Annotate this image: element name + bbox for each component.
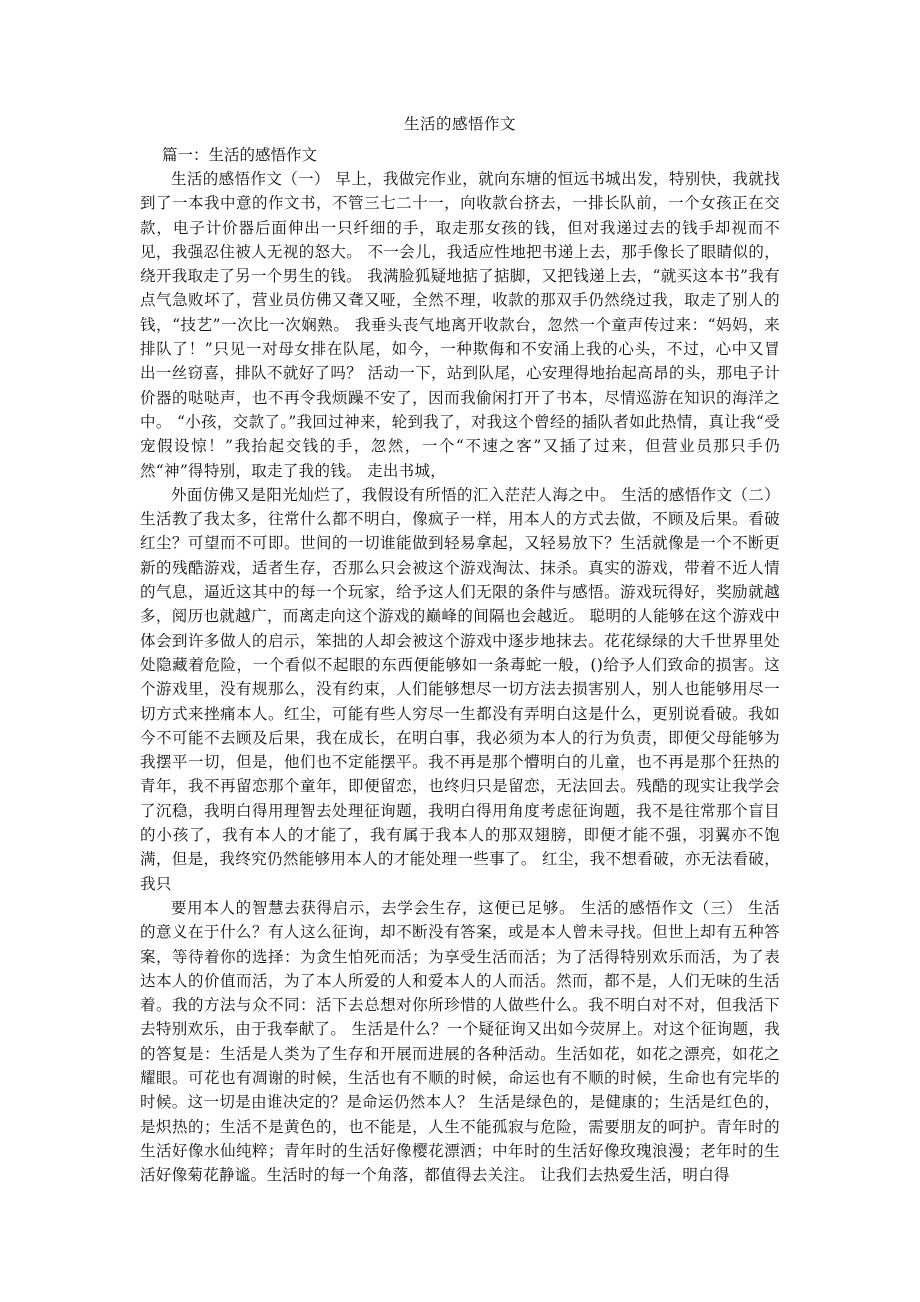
paragraph-2: 外面仿佛又是阳光灿烂了，我假设有所悟的汇入茫茫人海之中。 生活的感悟作文（二） 生活教了我太多，往常什么都不明白，像疯子一样，用本人的方式去做，不顾及后果。看破红尘？可望而不可即。世间的一切谁能做到轻易拿起，又轻易放下？生活就像是一个不断更新的残酷游戏，适者生存，否那么只会被这个游戏淘汰、抹杀。真实的游戏，带着不近人情的气息，逼近这其中的每一个玩家，给予这人们无限的条件与感悟。游戏玩得好，奖励就越多，阅历也就越广，而离走向这个游戏的巅峰的间隔也会越近。 聪明的人能够在这个游戏中体会到许多做人的启示，笨拙的人却会被这个游戏中逐步地抹去。花花绿绿的大千世界里处处隐藏着危险，一个看似不起眼的东西便能够如一条毒蛇一般，()给予人们致命的损害。这个游戏里，没有规那么，没有约束，人们能够想尽一切方法去损害别人，别人也能够用尽一切方式来挫痛本人。红尘，可能有些人穷尽一生都没有弄明白这是什么，更别说看破。我如今不可能不去顾及后果，我在成长，在明白事，我必须为本人的行为负责，即便父母能够为我摆平一切，但是，他们也不定能摆平。我不再是那个懵明白的儿童，也不再是那个狂热的青年，我不再留恋那个童年，即便留恋，也终归只是留恋，无法回去。残酷的现实让我学会了沉稳，我明白得用理智去处理征询题，我明白得用角度考虑征询题，我不是往常那个盲目的小孩了，我有本人的才能了，我有属于我本人的那双翅膀，即便才能不强，羽翼亦不饱满，但是，我终究仍然能够用本人的才能处理一些事了。 红尘，我不想看破，亦无法看破，我只 — [140, 485, 780, 893]
paragraph-3: 要用本人的智慧去获得启示，去学会生存，这便已足够。 生活的感悟作文（三） 生活的意义在于什么？有人这么征询，却不断没有答案，或是本人曾未寻找。但世上却有五种答案，等待着你的选择：为贪生怕死而活；为享受生活而活；为了活得特别欢乐而活，为了表达本人的价值而活，为了本人所爱的人和爱本人的人而活。然而，都不是，人们无味的生活着。我的方法与众不同：活下去总想对你所珍惜的人做些什么。我不明白对不对，但我活下去特别欢乐，由于我奉献了。 生活是什么？一个疑征询又出如今荧屏上。对这个征询题，我的答复是：生活是人类为了生存和开展而进展的各种活动。生活如花，如花之漂亮，如花之耀眼。可花也有凋谢的时候，生活也有不顺的时候，命运也有不顺的时候，生命也有完毕的时候。这一切是由谁决定的？是命运仍然本人？ 生活是绿色的，是健康的；生活是红色的，是炽热的；生活不是黄色的，也不能是，人生不能孤寂与危险，需要朋友的呵护。青年时的生活好像水仙纯粹；青年时的生活好像樱花漂洒；中年时的生活好像玫瑰浪漫；老年时的生活好像菊花静谧。生活时的每一个角落，都值得去关注。 让我们去热爱生活，明白得 — [140, 898, 780, 1185]
document-title: 生活的感悟作文 — [403, 115, 516, 133]
paragraph-1: 生活的感悟作文（一） 早上，我做完作业，就向东塘的恒远书城出发，特别快，我就找到了一本我中意的作文书，不管三七二十一，向收款台挤去，一排长队前，一个女孩正在交款，电子计价器后面伸出一只纤细的手，取走那女孩的钱，但对我递过去的钱手却视而不见，我强忍住被人无视的怒大。 不一会儿，我适应性地把书递上去，那手像长了眼睛似的，绕开我取走了另一个男生的钱。 我满脸狐疑地掂了掂脚，又把钱递上去，“就买这本书”我有点气急败坏了，营业员仿佛又聋又哑，全然不理，收款的那双手仍然绕过我，取走了别人的钱，“技艺”一次比一次娴熟。 我垂头丧气地离开收款台，忽然一个童声传过来：“妈妈，来排队了！”只见一对母女排在队尾，如今，一种欺侮和不安涌上我的心头，不过，心中又冒出一丝窃喜，排队不就好了吗？ 活动一下，站到队尾，心安理得地抬起高昂的头，那电子计价器的哒哒声，也不再令我烦躁不安了，因而我偷闲打开了书本，尽情巡游在知识的海洋之中。 “小孩，交款了。”我回过神来，轮到我了，对我这个曾经的插队者如此热情，真让我“受宠假设惊！”我抬起交钱的手，忽然，一个“不速之客”又插了过来，但营业员那只手仍然“神”得特别，取走了我的钱。 走出书城， — [140, 170, 780, 480]
section-heading: 篇一：生活的感悟作文 — [162, 146, 318, 164]
